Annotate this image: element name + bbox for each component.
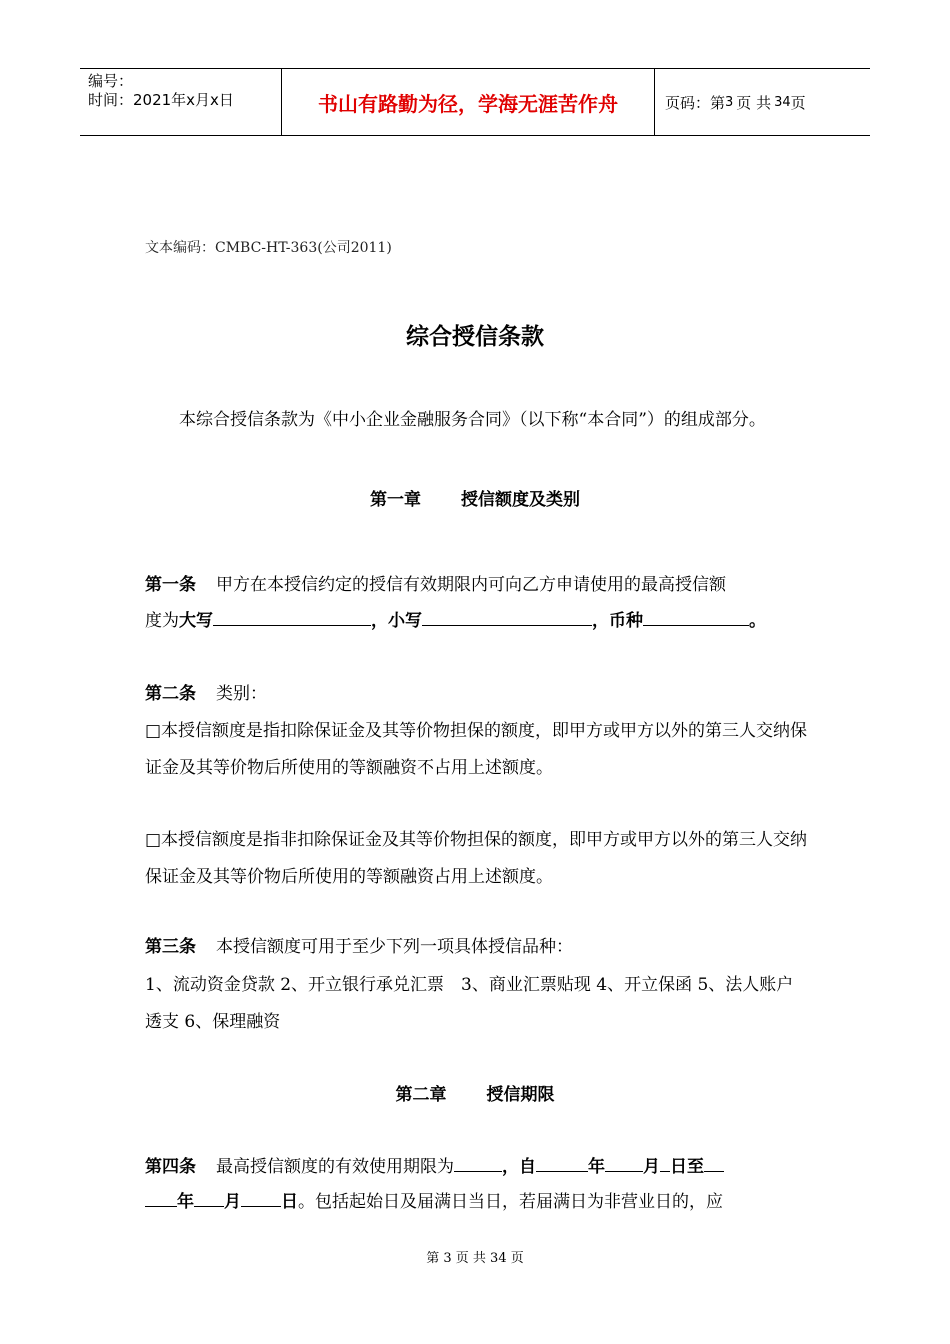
art4-ri: 日	[281, 1192, 298, 1212]
art4-yue-2: 月	[224, 1192, 241, 1212]
start-day-blank[interactable]	[660, 1154, 670, 1172]
doc-code: 文本编码：CMBC-HT-363(公司2011)	[145, 240, 392, 256]
header-table	[80, 68, 870, 136]
art1-xiaoxie: ，小写	[371, 611, 422, 631]
art2-label: 第二条	[145, 684, 196, 704]
header-left-cell	[80, 69, 282, 135]
header-page-cell	[655, 69, 870, 135]
motto: 书山有路勤为径，学海无涯苦作舟	[318, 91, 618, 116]
end-year-blank-a[interactable]	[704, 1154, 724, 1172]
start-year-blank[interactable]	[536, 1154, 588, 1172]
art1-label: 第一条	[145, 575, 196, 595]
number-label: 编号：	[88, 72, 134, 90]
page-end: 页	[790, 93, 806, 112]
chapter-1-heading	[0, 485, 950, 510]
page-footer: 第 3 页 共 34 页	[426, 1251, 524, 1266]
page-label: 页码：第	[665, 93, 726, 112]
end-day-blank[interactable]	[241, 1189, 281, 1207]
art2-line	[145, 679, 267, 704]
chapter-2-name: 授信期限	[486, 1085, 555, 1105]
bizhong-blank[interactable]	[643, 608, 749, 626]
art3-line	[145, 932, 573, 957]
art2-option-2: □本授信额度是指非扣除保证金及其等价物担保的额度，即甲方或甲方以外的第三人交纳保证金及其等价物后所使用的等额融资占用上述额度。	[145, 830, 808, 887]
chapter-1-name: 授信额度及类别	[461, 490, 580, 510]
art1-prefix: 度为	[145, 611, 179, 631]
art1-line2	[145, 606, 766, 631]
art4-rest: 。包括起始日及届满日当日，若届满日为非营业日的，应	[298, 1192, 723, 1212]
art1-end: 。	[749, 611, 766, 631]
art4-line2	[145, 1187, 723, 1212]
art1-daxie: 大写	[179, 611, 213, 631]
header-motto-cell	[282, 69, 655, 135]
art4-line1	[145, 1152, 724, 1177]
chapter-2-num: 第二章	[395, 1085, 447, 1105]
period-blank[interactable]	[454, 1154, 502, 1172]
art1-bizhong: ，币种	[592, 611, 643, 631]
page-num: 3	[725, 94, 734, 110]
art4-nian-2: 年	[177, 1192, 194, 1212]
daxie-blank[interactable]	[213, 608, 371, 626]
chapter-1-num: 第一章	[370, 490, 421, 510]
art4-zi: ，自	[502, 1157, 536, 1177]
chapter-2-heading	[0, 1080, 950, 1105]
time-label: 时间：2021年x月x日	[88, 91, 234, 109]
art4-yue-1: 月	[643, 1157, 660, 1177]
page-mid: 页 共	[736, 93, 772, 112]
xiaoxie-blank[interactable]	[422, 608, 592, 626]
art1-text: 甲方在本授信约定的授信有效期限内可向乙方申请使用的最高授信额	[216, 575, 726, 595]
end-month-blank[interactable]	[194, 1189, 224, 1207]
art3-text: 本授信额度可用于至少下列一项具体授信品种：	[216, 937, 573, 957]
art4-nian-1: 年	[588, 1157, 605, 1177]
art4-label: 第四条	[145, 1157, 196, 1177]
art4-text: 最高授信额度的有效使用期限为	[216, 1157, 454, 1177]
art2-option-1: □本授信额度是指扣除保证金及其等价物担保的额度，即甲方或甲方以外的第三人交纳保证金及其等价物后所使用的等额融资不占用上述额度。	[145, 721, 808, 778]
art4-ri-zhi: 日至	[670, 1157, 704, 1177]
art2-text: 类别：	[216, 684, 267, 704]
art3-label: 第三条	[145, 937, 196, 957]
art3-items: 1、流动资金贷款 2、开立银行承兑汇票 3、商业汇票贴现 4、开立保函 5、法人账户透支 6、保理融资	[145, 975, 794, 1032]
art1-line1	[145, 570, 726, 595]
page-total: 34	[774, 94, 791, 110]
start-month-blank[interactable]	[605, 1154, 643, 1172]
intro-paragraph: 本综合授信条款为《中小企业金融服务合同》（以下称“本合同”）的组成部分。	[179, 410, 766, 430]
doc-title: 综合授信条款	[406, 324, 544, 350]
end-year-blank-b[interactable]	[145, 1189, 177, 1207]
